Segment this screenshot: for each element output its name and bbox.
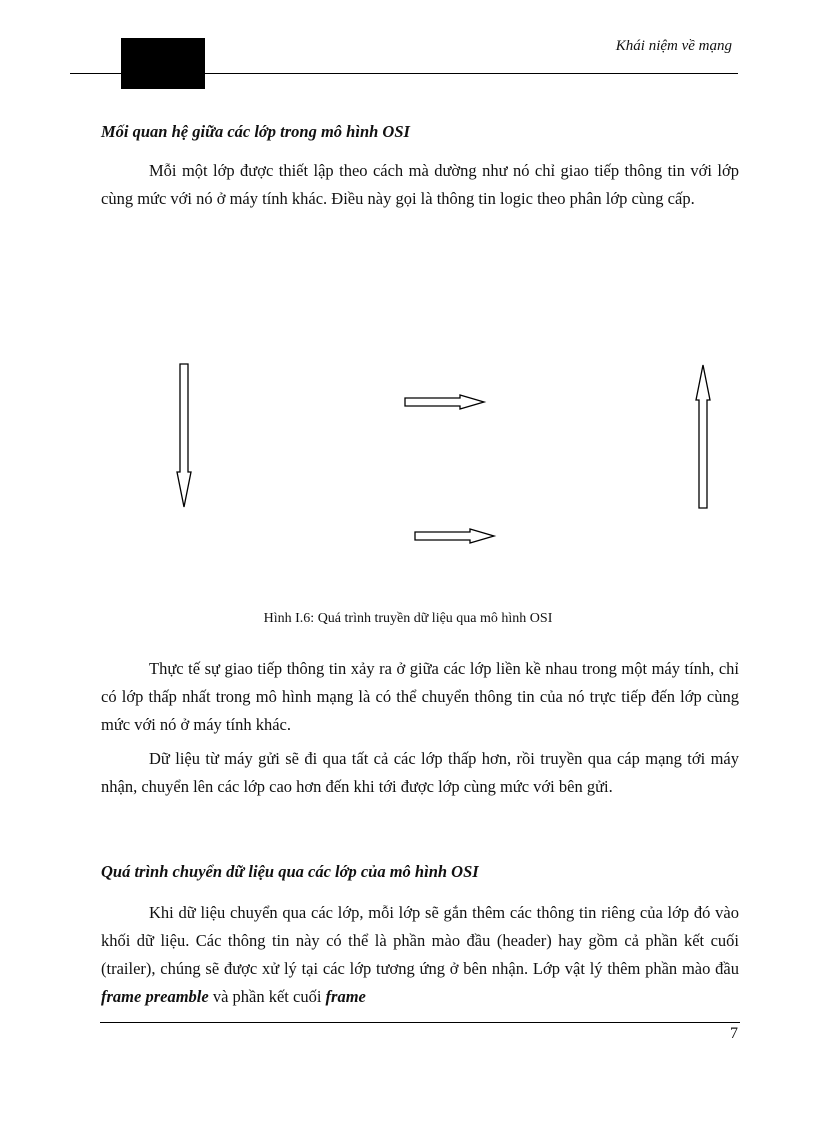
paragraph-logical-communication: Mỗi một lớp được thiết lập theo cách mà dường như nó chỉ giao tiếp thông tin với lớp cùng mức với nó ở máy tính khác. Điều này gọi là thông tin logic theo phân lớp cùng cấp. bbox=[101, 161, 739, 208]
paragraph-encapsulation bbox=[101, 899, 739, 1011]
right-arrow-icon bbox=[415, 529, 494, 543]
paragraph-data-path: Dữ liệu từ máy gửi sẽ đi qua tất cả các lớp thấp hơn, rồi truyền qua cáp mạng tới máy nhận, chuyển lên các lớp cao hơn đến khi tới được lớp cùng mức với bên gửi. bbox=[101, 749, 739, 796]
section-heading-data-transfer: Quá trình chuyển dữ liệu qua các lớp của mô hình OSI bbox=[101, 862, 479, 881]
term-frame: frame bbox=[325, 987, 366, 1006]
right-arrow-icon bbox=[405, 395, 484, 409]
down-arrow-icon bbox=[177, 364, 191, 507]
text-segment: Khi dữ liệu chuyển qua các lớp, mỗi lớp sẽ gắn thêm các thông tin riêng của lớp đó vào khối dữ liệu. Các thông tin này có thể là phần mào đầu (header) hay gồm cả phần kết cuối (trailer), chúng sẽ được xử lý tại các lớp tương ứng ở bên nhận. Lớp vật lý thêm phần mào đầu bbox=[101, 903, 739, 978]
header-black-block bbox=[121, 38, 205, 89]
figure-caption: Hình I.6: Quá trình truyền dữ liệu qua mô hình OSI bbox=[263, 611, 553, 626]
header-rule bbox=[70, 73, 738, 74]
running-header-title: Khái niệm về mạng bbox=[615, 38, 732, 54]
term-frame-preamble: frame preamble bbox=[101, 987, 209, 1006]
up-arrow-icon bbox=[696, 365, 710, 508]
text-segment: và phần kết cuối bbox=[208, 987, 326, 1006]
figure-osi-data-flow bbox=[0, 355, 816, 550]
paragraph-adjacent-layers: Thực tế sự giao tiếp thông tin xảy ra ở giữa các lớp liền kề nhau trong một máy tính, chỉ có lớp thấp nhất trong mô hình mạng là có thể chuyển thông tin của nó trực tiếp đến lớp cùng mức với nó ở máy tính khác. bbox=[101, 659, 739, 734]
section-heading-layer-relations: Mối quan hệ giữa các lớp trong mô hình OSI bbox=[101, 122, 410, 141]
page-number: 7 bbox=[730, 1025, 738, 1042]
footer-rule bbox=[100, 1022, 740, 1023]
